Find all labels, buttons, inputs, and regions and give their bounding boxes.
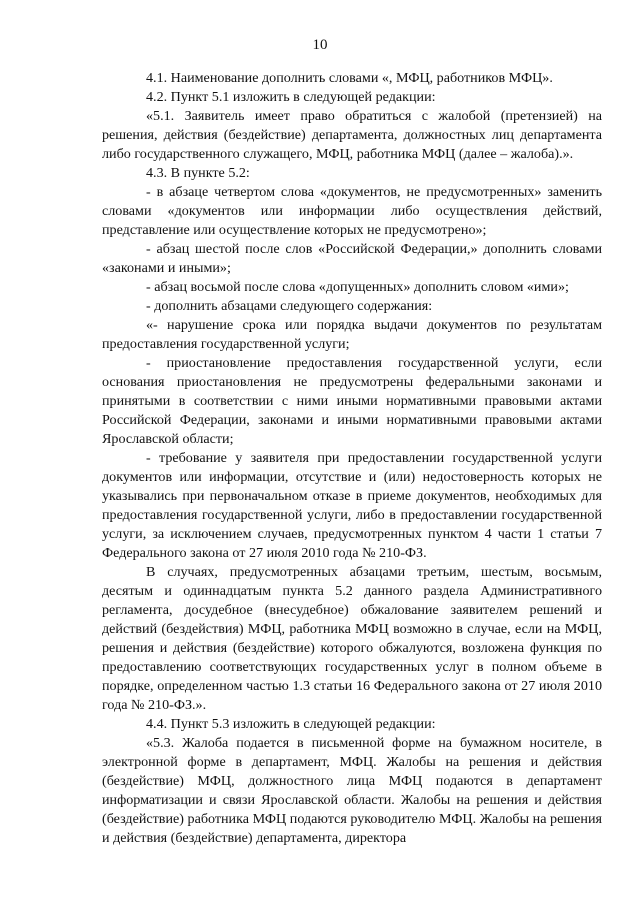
paragraph-item-abzac-6: - абзац шестой после слов «Российской Федерации,» дополнить словами «законами и иными»;: [102, 241, 602, 276]
paragraph-4-4: 4.4. Пункт 5.3 изложить в следующей редакции:: [146, 716, 436, 732]
paragraph-4-3: 4.3. В пункте 5.2:: [146, 165, 250, 181]
paragraph-4-1: 4.1. Наименование дополнить словами «, МФЦ, работников МФЦ».: [146, 70, 553, 86]
paragraph-item-violation: «- нарушение срока или порядка выдачи документов по результатам предоставления государственной услуги;: [102, 317, 602, 352]
paragraph-cases: В случаях, предусмотренных абзацами третьим, шестым, восьмым, десятым и одиннадцатым пункта 5.2 данного раздела Административного регламента, досудебное (внесудебное) обжалование заявителем решений и действий (бездействия) МФЦ, работника МФЦ возможно в случае, если на МФЦ, решения и действия (бездействие) которого обжалуются, возложена функция по предоставлению соответствующих государственных услуг в полном объеме в порядке, определенном частью 1.3 статьи 16 Федерального закона от 27 июля 2010 года № 210-ФЗ.».: [102, 564, 602, 713]
paragraph-5-1-text: «5.1. Заявитель имеет право обратиться с жалобой (претензией) на решения, действия (бездействие) департамента, должностных лиц департамента либо государственного служащего, МФЦ, работника МФЦ (далее – жалоба).».: [102, 108, 602, 162]
paragraph-item-requirement: - требование у заявителя при предоставлении государственной услуги документов или информации, отсутствие и (или) недостоверность которых не указывались при первоначальном отказе в приеме документов, необходимых для предоставления государственной услуги, либо в предоставлении государственной услуги, за исключением случаев, предусмотренных пунктом 4 части 1 статьи 7 Федерального закона от 27 июля 2010 года № 210-ФЗ.: [102, 450, 602, 561]
paragraph-item-abzac-4: - в абзаце четвертом слова «документов, не предусмотренных» заменить словами «документов или информации либо осуществления действий, представление или осуществление которых не предусмотрено»;: [102, 184, 602, 238]
paragraph-4-2: 4.2. Пункт 5.1 изложить в следующей редакции:: [146, 89, 436, 105]
paragraph-item-add: - дополнить абзацами следующего содержания:: [146, 298, 433, 314]
document-body: [102, 69, 602, 848]
paragraph-item-abzac-8: - абзац восьмой после слова «допущенных» дополнить словом «ими»;: [146, 279, 569, 295]
page-number: 10: [312, 37, 328, 53]
paragraph-item-suspension: - приостановление предоставления государственной услуги, если основания приостановления не предусмотрены федеральными законами и принятыми в соответствии с ними иными нормативными правовыми актами Российской Федерации, законами и иными нормативными правовыми актами Ярославской области;: [102, 355, 602, 447]
paragraph-5-3-text: «5.3. Жалоба подается в письменной форме на бумажном носителе, в электронной форме в департамент, МФЦ. Жалобы на решения и действия (бездействие) МФЦ, должностного лица МФЦ подаются в департамент информатизации и связи Ярославской области. Жалобы на решения и действия (бездействие) работника МФЦ подаются руководителю МФЦ. Жалобы на решения и действия (бездействие) департамента, директора: [102, 735, 602, 846]
